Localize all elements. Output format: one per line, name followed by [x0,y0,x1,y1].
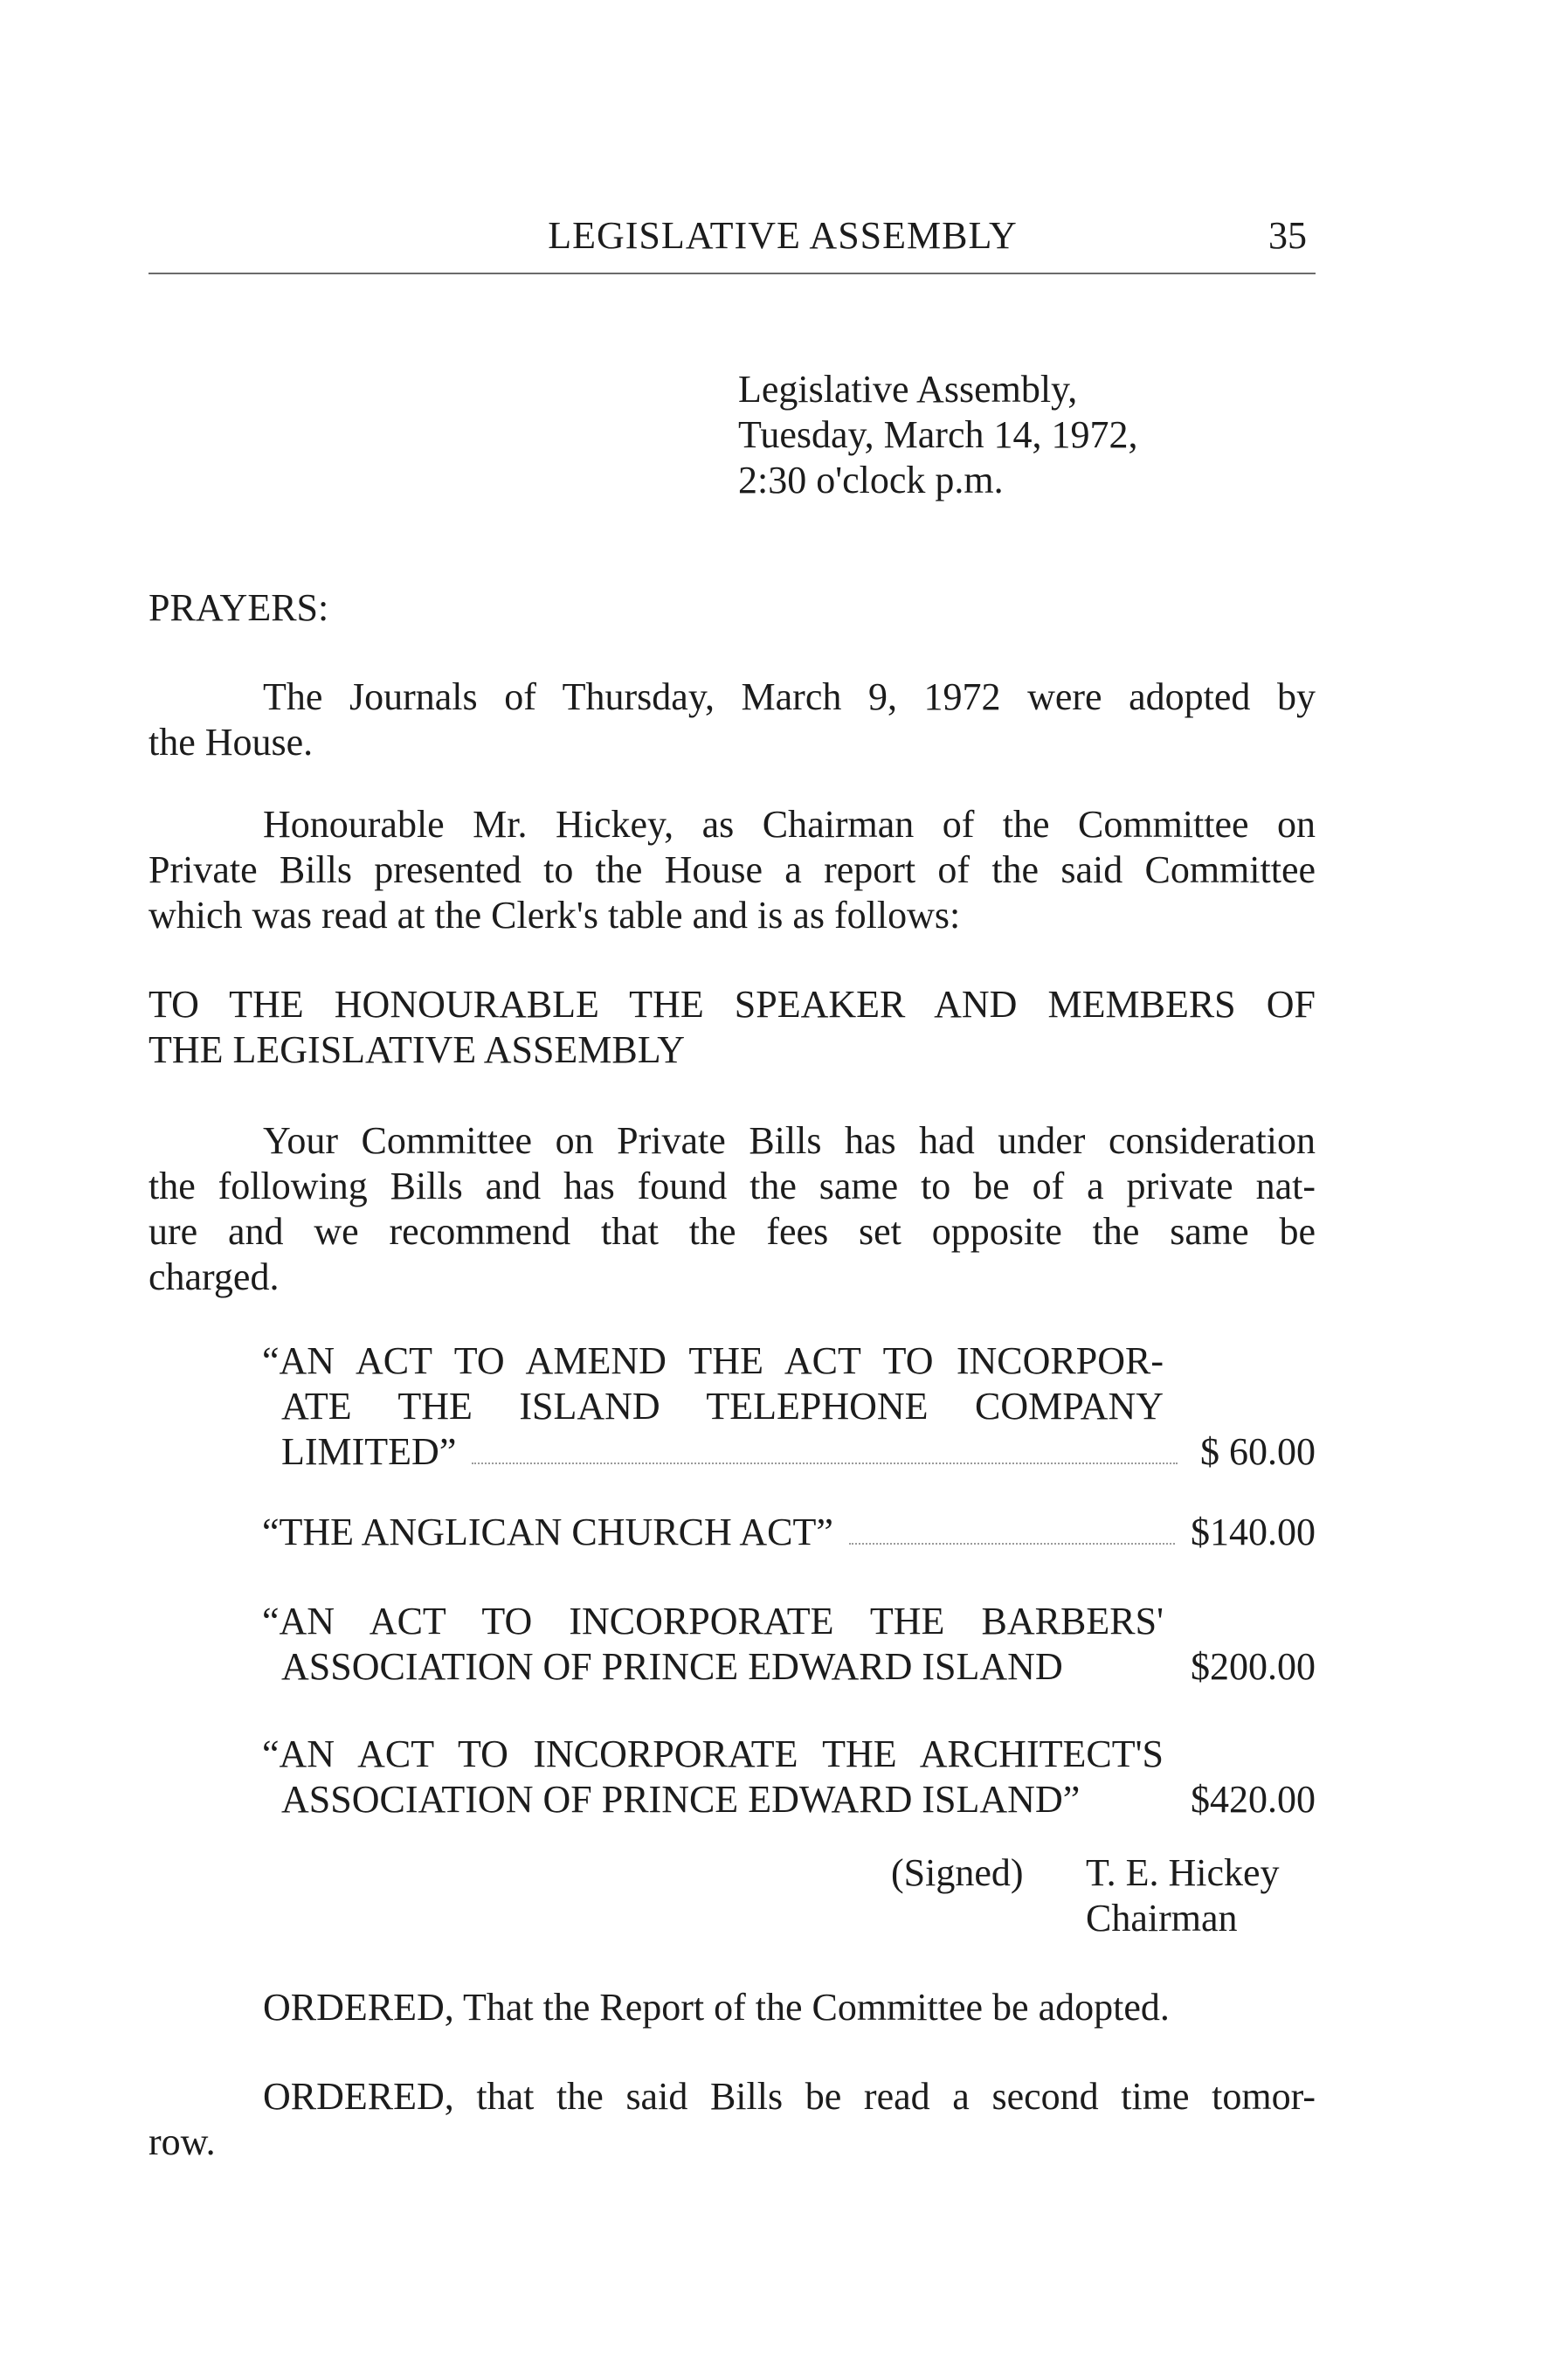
bill-title-line: “THE ANGLICAN CHURCH ACT” [262,1511,833,1553]
journals-line: The Journals of Thursday, March 9, 1972 were adopted by [263,675,1316,718]
bill-fee: $ 60.00 [1200,1430,1316,1473]
dateline-date: Tuesday, March 14, 1972, [738,413,1138,456]
dot-leaders [472,1463,1178,1464]
report-paragraph [149,1118,1316,1300]
order-second-reading [149,2074,1316,2165]
bill-title-line: “AN ACT TO INCORPORATE THE ARCHITECT'S [262,1732,1164,1775]
bill-title-line: ASSOCIATION OF PRINCE EDWARD ISLAND” [281,1778,1081,1821]
journals-paragraph [149,674,1316,765]
dot-leaders [849,1543,1175,1545]
bill-item [262,1599,1316,1690]
order-line: row. [149,2120,216,2163]
bill-title-line: ASSOCIATION OF PRINCE EDWARD ISLAND [281,1645,1063,1688]
prayers-heading: PRAYERS: [149,586,329,629]
page-number: 35 [1268,214,1307,257]
bill-item [262,1732,1316,1822]
dateline-time: 2:30 o'clock p.m. [738,459,1004,501]
bill-item [262,1338,1316,1475]
signed-label: (Signed) [891,1851,1024,1894]
report-line: Your Committee on Private Bills has had under consideration [263,1119,1316,1162]
report-line: charged. [149,1255,280,1298]
report-line: the following Bills and has found the same to be of a private nat- [149,1165,1316,1207]
bill-title-line: LIMITED” [281,1430,457,1473]
address-block [149,982,1316,1073]
presentation-line: Honourable Mr. Hickey, as Chairman of the Committee on [263,803,1316,846]
signatory-name: T. E. Hickey [1086,1851,1280,1894]
address-line: THE LEGISLATIVE ASSEMBLY [149,1028,686,1071]
header-rule [149,273,1316,274]
presentation-line: which was read at the Clerk's table and is as follows: [149,894,961,937]
order-line: ORDERED, that the said Bills be read a second time tomor- [263,2075,1316,2118]
order-adopt: ORDERED, That the Report of the Committee be adopted. [263,1986,1170,2029]
bill-fee: $200.00 [1191,1645,1316,1688]
running-header-title: LEGISLATIVE ASSEMBLY [548,214,1018,257]
report-line: ure and we recommend that the fees set opposite the same be [149,1210,1316,1253]
bill-fee: $140.00 [1191,1511,1316,1553]
journals-line: the House. [149,721,314,764]
presentation-paragraph [149,802,1316,938]
signatory-title: Chairman [1086,1897,1238,1940]
presentation-line: Private Bills presented to the House a report of the said Committee [149,848,1316,891]
address-line: TO THE HONOURABLE THE SPEAKER AND MEMBERS OF [149,983,1316,1026]
bill-fee: $420.00 [1191,1778,1316,1821]
dateline-body: Legislative Assembly, [738,368,1078,411]
bill-item [262,1510,1316,1555]
bill-title-line: “AN ACT TO AMEND THE ACT TO INCORPOR- [262,1339,1164,1382]
bill-title-line: “AN ACT TO INCORPORATE THE BARBERS' [262,1600,1164,1642]
bill-title-line: ATE THE ISLAND TELEPHONE COMPANY [281,1385,1164,1428]
